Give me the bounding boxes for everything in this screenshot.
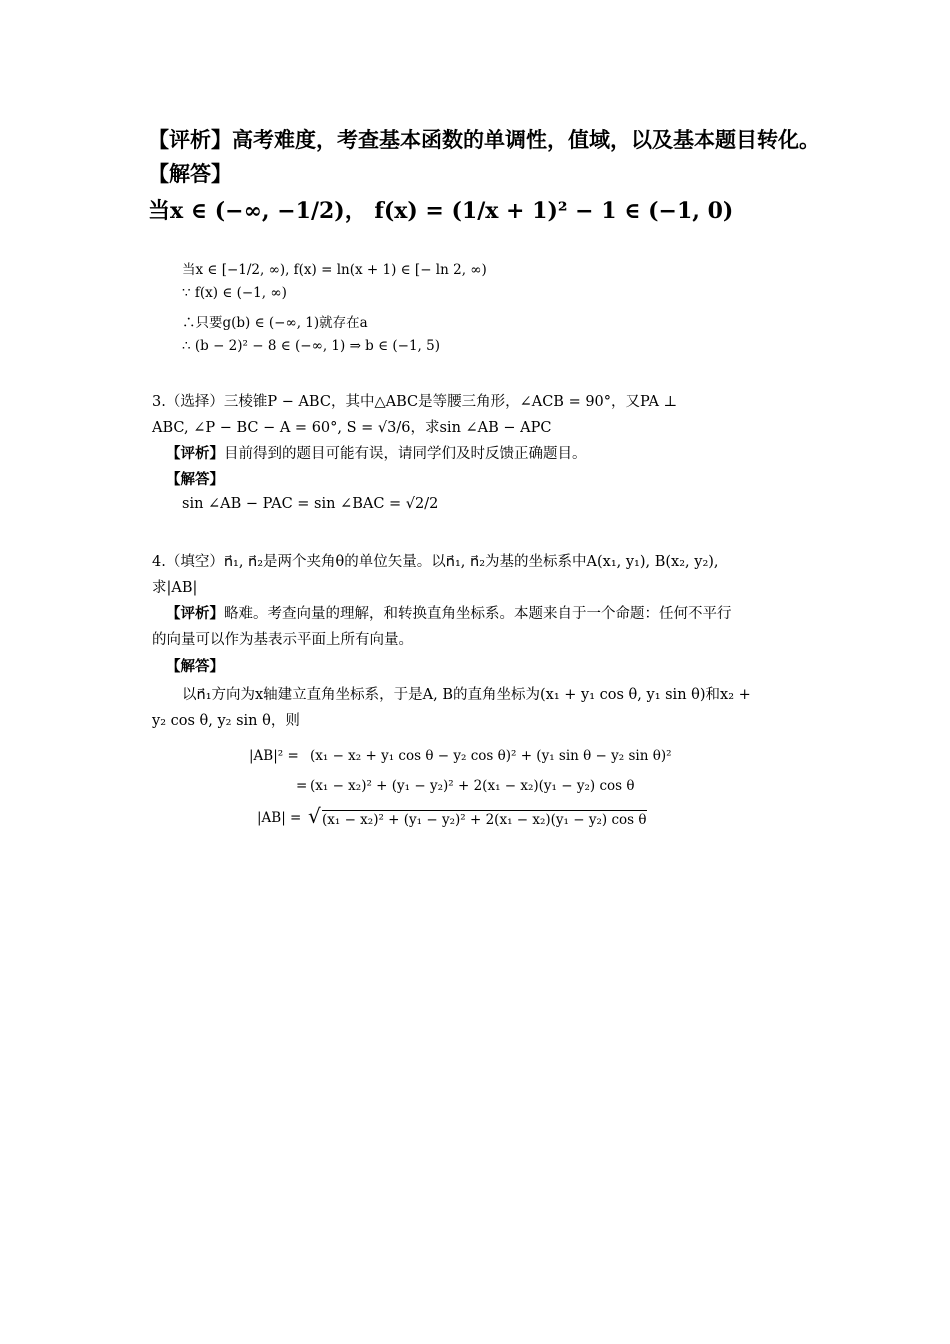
sqrt-symbol: √ (308, 804, 321, 828)
comment-line-top (148, 124, 820, 154)
derivation-line-3: ∴只要g(b) ∈ (−∞, 1)就存在a (182, 315, 368, 331)
q3-comment (166, 442, 587, 463)
eq1-lhs: |AB|² = (249, 748, 299, 764)
eq2-rhs: (x₁ − x₂)² + (y₁ − y₂)² + 2(x₁ − x₂)(y₁ − y₂) cos θ (310, 778, 635, 794)
q4-comment-line-1 (166, 602, 732, 623)
q3-answer: sin ∠AB − PAC = sin ∠BAC = √2/2 (182, 496, 439, 512)
q4-stem-line-2: 求|AB| (152, 580, 198, 596)
q4-answer-tag: 【解答】 (166, 658, 224, 675)
eq1-rhs: (x₁ − x₂ + y₁ cos θ − y₂ cos θ)² + (y₁ sin θ − y₂ sin θ)² (310, 748, 672, 764)
comment-text: 高考难度，考查基本函数的单调性，值域，以及基本题目转化。 (232, 127, 820, 152)
q4-answer-line-1: 以n⃗₁方向为x轴建立直角坐标系，于是A, B的直角坐标为(x₁ + y₁ cos θ, y₁ sin θ)和x₂ + (182, 687, 751, 703)
comment-tag: 【评析】 (148, 127, 232, 152)
q4-comment-line-2: 的向量可以作为基表示平面上所有向量。 (152, 632, 413, 648)
q4-stem-line-1: 4.（填空）n⃗₁, n⃗₂是两个夹角θ的单位矢量。以n⃗₁, n⃗₂为基的坐标系中A(x₁, y₁), B(x₂, y₂), (152, 554, 719, 570)
q3-comment-tag: 【评析】 (166, 445, 224, 462)
q4-comment-tag: 【评析】 (166, 605, 224, 622)
q3-comment-text: 目前得到的题目可能有误，请同学们及时反馈正确题目。 (224, 446, 587, 462)
eq3-lhs: |AB| = (257, 810, 302, 826)
eq2-lhs: = (296, 778, 308, 794)
q3-stem-line-2: ABC, ∠P − BC − A = 60°, S = √3/6，求sin ∠AB − APC (152, 420, 552, 436)
eq3-rhs: (x₁ − x₂)² + (y₁ − y₂)² + 2(x₁ − x₂)(y₁ − y₂) cos θ (322, 812, 647, 828)
q4-answer-line-2: y₂ cos θ, y₂ sin θ，则 (152, 713, 300, 729)
case1-formula: 当x ∈ (−∞, −1/2)， f(x) = (1/x + 1)² − 1 ∈ (−1, 0) (148, 198, 734, 224)
q3-answer-tag: 【解答】 (166, 471, 224, 488)
q4-comment-text-1: 略难。考查向量的理解，和转换直角坐标系。本题来自于一个命题：任何不平行 (224, 606, 732, 622)
derivation-line-1: 当x ∈ [−1/2, ∞), f(x) = ln(x + 1) ∈ [− ln 2, ∞) (182, 262, 487, 278)
derivation-line-2: ∵ f(x) ∈ (−1, ∞) (182, 285, 287, 301)
answer-tag-top: 【解答】 (148, 161, 232, 186)
q3-stem-line-1: 3.（选择）三棱锥P − ABC，其中△ABC是等腰三角形，∠ACB = 90°，又PA ⊥ (152, 394, 678, 410)
derivation-line-4: ∴ (b − 2)² − 8 ∈ (−∞, 1) ⇒ b ∈ (−1, 5) (182, 338, 440, 354)
